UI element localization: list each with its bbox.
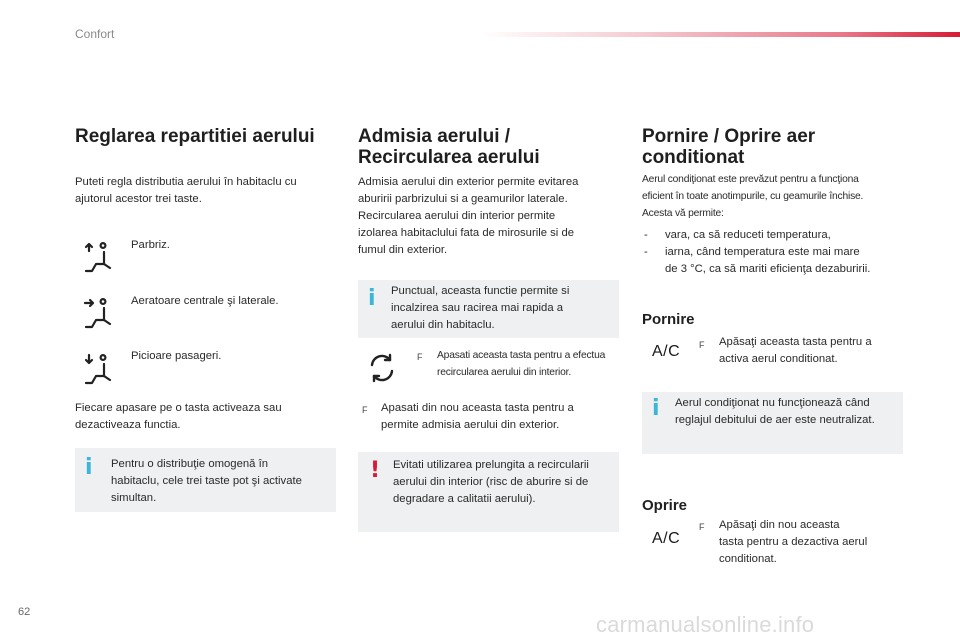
col2-title: Admisia aerului / Recircularea aerului bbox=[358, 126, 540, 168]
col1-title: Reglarea repartitiei aerului bbox=[75, 126, 315, 147]
step-marker: F bbox=[417, 352, 423, 362]
recirculation-step-text: Apasati aceasta tasta pentru a efectua recircularea aerului din interior. bbox=[437, 350, 606, 378]
pornire-title: Pornire bbox=[642, 311, 695, 328]
windshield-label: Parbriz. bbox=[131, 239, 170, 251]
info-icon: i bbox=[85, 455, 93, 480]
step-marker: F bbox=[699, 340, 705, 350]
center-vents-label: Aeratoare centrale şi laterale. bbox=[131, 295, 279, 307]
info-icon: i bbox=[652, 396, 660, 421]
col2-warning-text: Evitati utilizarea prelungita a recircularii aerului din interior (risc de aburire si de degradare a calitatii aerului). bbox=[393, 459, 589, 505]
ac-button-icon[interactable]: A/C bbox=[652, 530, 681, 547]
ac-on-step-text: Apăsaţi aceasta tasta pentru a activa aerul conditionat. bbox=[719, 336, 872, 365]
page-number: 62 bbox=[18, 606, 31, 618]
ac-button-icon[interactable]: A/C bbox=[652, 343, 681, 360]
info-icon: i bbox=[368, 286, 376, 311]
col2-warning-box bbox=[358, 452, 619, 532]
recirculation-icon[interactable] bbox=[366, 352, 398, 384]
col2-info-text: Punctual, aceasta functie permite si incalzirea sau racirea mai rapida a aerului din habitaclu. bbox=[391, 285, 570, 331]
step-marker: F bbox=[699, 522, 705, 532]
header-accent-bar bbox=[480, 32, 960, 37]
col1-info-box bbox=[75, 448, 336, 512]
bullet-dash: - bbox=[644, 229, 648, 241]
col2-info-box bbox=[358, 280, 619, 338]
watermark: carmanualsonline.info bbox=[596, 612, 815, 637]
bullet-winter: iarna, când temperatura este mai mare de 3 °C, ca să mariti eficienţa dezaburirii. bbox=[665, 246, 871, 275]
col3-info-box bbox=[642, 392, 903, 454]
ac-off-step-text: Apăsaţi din nou aceasta tasta pentru a dezactiva aerul conditionat. bbox=[719, 519, 868, 565]
feet-label: Picioare pasageri. bbox=[131, 350, 222, 362]
bullet-summer: vara, ca să reduceti temperatura, bbox=[665, 229, 831, 241]
step-marker: F bbox=[362, 405, 368, 415]
col3-intro: Aerul condiţionat este prevăzut pentru a funcţiona eficient în toate anotimpurile, cu geamurile închise. Acesta vă permite: bbox=[642, 174, 864, 219]
col3-title: Pornire / Oprire aer conditionat bbox=[642, 126, 816, 168]
col3-info-text: Aerul condiţionat nu funcţionează când reglajul debitului de aer este neutralizat. bbox=[675, 397, 875, 426]
col1-info-text: Pentru o distribuţie omogenă în habitaclu, cele trei taste pot şi activate simultan. bbox=[111, 458, 302, 504]
col2-intro: Admisia aerului din exterior permite evitarea aburirii parbrizului si a geamurilor laterale. Recircularea aerului din interior permite izolarea habitaclului fata de mirosurile si de fumul din exterior. bbox=[358, 176, 579, 256]
col1-intro: Puteti regla distributia aerului în habitaclu cu ajutorul acestor trei taste. bbox=[75, 176, 297, 205]
windshield-airflow-icon[interactable] bbox=[82, 240, 116, 274]
section-title: Confort bbox=[75, 27, 115, 41]
feet-airflow-icon[interactable] bbox=[82, 352, 116, 386]
fresh-air-step-text: Apasati din nou aceasta tasta pentru a permite admisia aerului din exterior. bbox=[381, 402, 574, 431]
oprire-title: Oprire bbox=[642, 497, 688, 514]
col1-note: Fiecare apasare pe o tasta activeaza sau dezactiveaza functia. bbox=[75, 402, 282, 431]
warning-icon: ! bbox=[370, 458, 381, 483]
bullet-dash: - bbox=[644, 246, 648, 258]
center-vents-airflow-icon[interactable] bbox=[82, 296, 116, 330]
